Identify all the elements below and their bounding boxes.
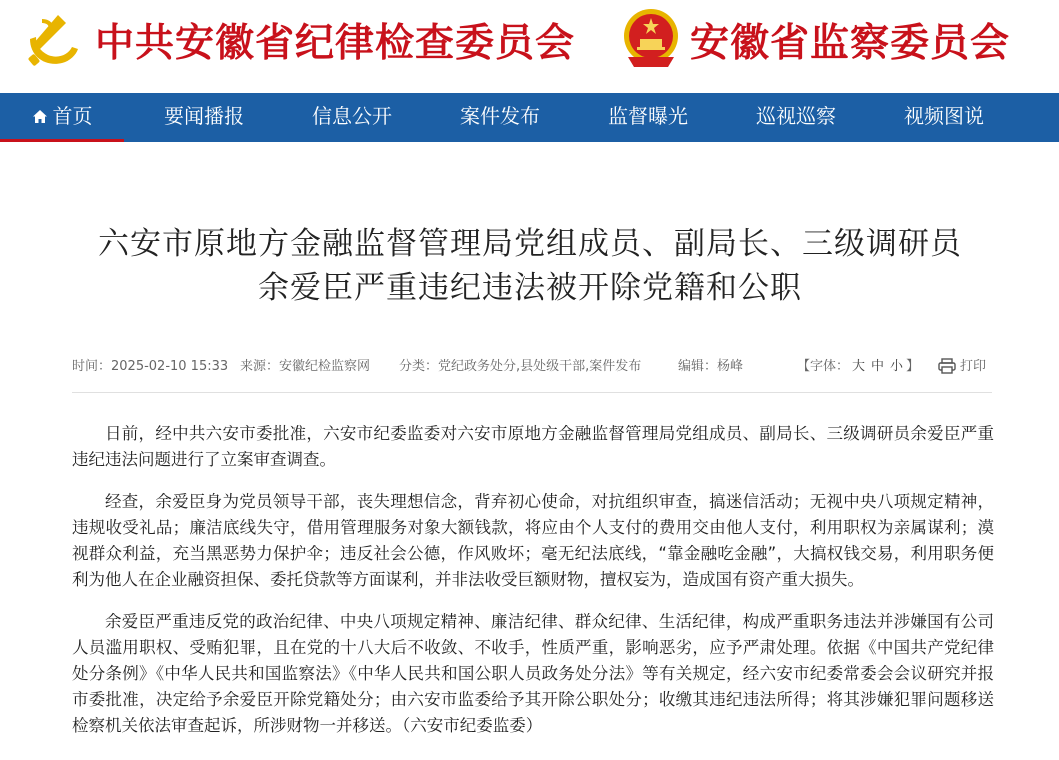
- home-icon: [32, 109, 48, 124]
- font-size-medium-button[interactable]: 中: [871, 359, 885, 374]
- print-label: 打印: [960, 359, 987, 374]
- nav-item-label: 首页: [52, 104, 93, 128]
- article-body: [72, 421, 994, 755]
- print-icon: [938, 358, 956, 374]
- meta-divider: [72, 392, 992, 393]
- font-size-control: [797, 355, 919, 374]
- article-title: [40, 222, 1020, 310]
- article-editor: 编辑：杨峰: [678, 359, 744, 374]
- article-source: 来源：安徽纪检监察网: [240, 359, 371, 374]
- font-size-small-button[interactable]: 小: [890, 359, 904, 374]
- nav-item-info[interactable]: 信息公开: [312, 104, 392, 128]
- main-nav: [0, 93, 1059, 142]
- nav-item-inspection[interactable]: 巡视巡察: [756, 104, 836, 128]
- nav-item-news[interactable]: 要闻播报: [164, 104, 244, 128]
- site-title-supervision: 安徽省监察委员会: [690, 20, 1011, 66]
- site-title-discipline: 中共安徽省纪律检查委员会: [95, 20, 576, 66]
- national-emblem-icon: [618, 5, 684, 71]
- print-button[interactable]: [938, 355, 986, 374]
- site-header: [0, 0, 1059, 93]
- article-paragraph: 经查，余爱臣身为党员领导干部，丧失理想信念，背弃初心使命，对抗组织审查，搞迷信活动；无视中央八项规定精神，违规收受礼品；廉洁底线失守，借用管理服务对象大额钱款，将应由个人支付的费用交由他人支付，利用职权为亲属谋利；漠视群众利益，充当黑恶势力保护伞；违反社会公德，作风败坏；毫无纪法底线，“靠金融吃金融”，大搞权钱交易，利用职务便利为他人在企业融资担保、委托贷款等方面谋利，并非法收受巨额财物，擅权妄为，造成国有资产重大损失。: [72, 492, 994, 589]
- article-paragraph: 日前，经中共六安市委批准，六安市纪委监委对六安市原地方金融监督管理局党组成员、副局长、三级调研员余爱臣严重违纪违法问题进行了立案审查调查。: [72, 424, 994, 469]
- nav-item-video[interactable]: 视频图说: [904, 104, 984, 128]
- article-title-line1: 六安市原地方金融监督管理局党组成员、副局长、三级调研员: [98, 226, 962, 262]
- nav-item-cases[interactable]: 案件发布: [460, 104, 540, 128]
- font-size-prefix: 【字体：: [797, 359, 850, 374]
- article-category: 分类：党纪政务处分,县处级干部,案件发布: [399, 359, 642, 374]
- article-title-line2: 余爱臣严重违纪违法被开除党籍和公职: [258, 270, 802, 306]
- publish-date: 时间：2025-02-10 15:33: [72, 359, 229, 374]
- font-size-suffix: 】: [906, 359, 920, 374]
- article-paragraph: 余爱臣严重违反党的政治纪律、中央八项规定精神、廉洁纪律、群众纪律、生活纪律，构成严重职务违法并涉嫌国有公司人员滥用职权、受贿犯罪，且在党的十八大后不收敛、不收手，性质严重，影响恶劣，应予严肃处理。依据《中国共产党纪律处分条例》《中华人民共和国监察法》《中华人民共和国公职人员政务处分法》等有关规定，经六安市纪委常委会会议研究并报市委批准，决定给予余爱臣开除党籍处分；由六安市监委给予其开除公职处分；收缴其违纪违法所得；将其涉嫌犯罪问题移送检察机关依法审查起诉，所涉财物一并移送。（六安市纪委监委）: [72, 612, 994, 735]
- font-size-large-button[interactable]: 大: [852, 359, 866, 374]
- nav-item-home[interactable]: [0, 93, 124, 142]
- party-emblem-icon: [22, 9, 84, 71]
- nav-item-exposure[interactable]: 监督曝光: [608, 104, 688, 128]
